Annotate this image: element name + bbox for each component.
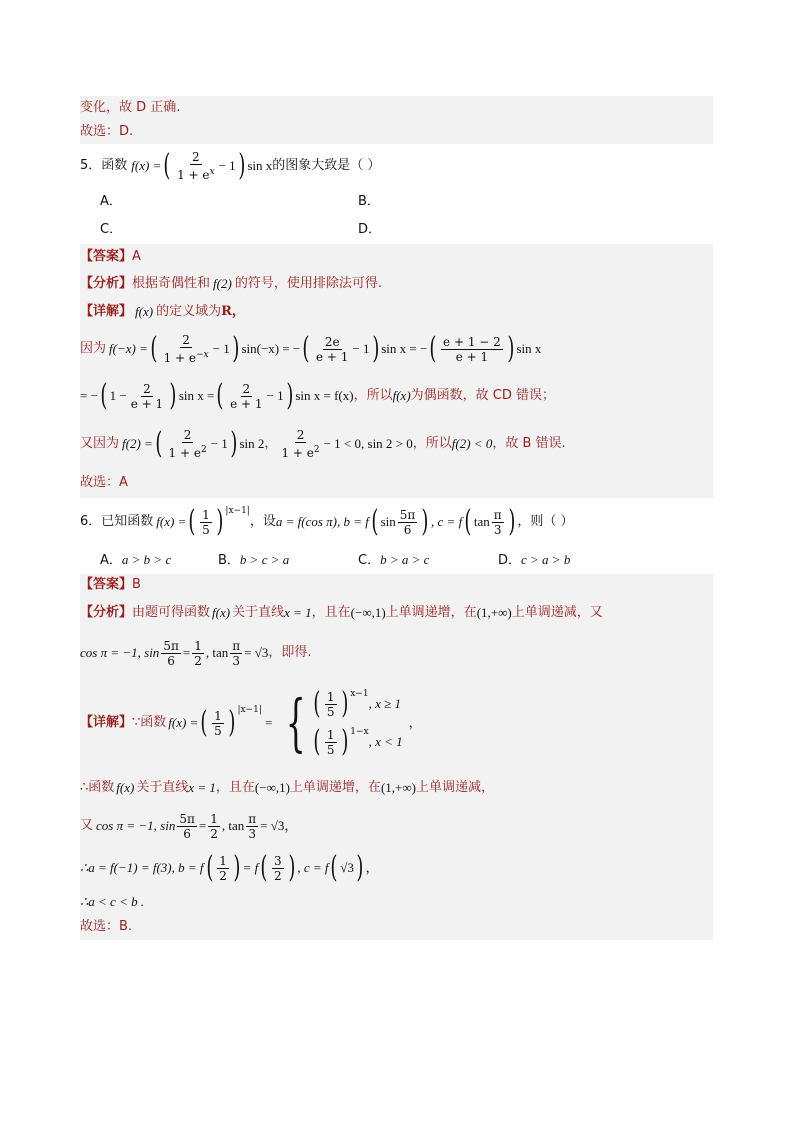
text: 为偶函数，故 CD 错误； [410, 388, 556, 403]
answer-value: B [132, 577, 141, 592]
superscript: 1−x [350, 727, 369, 737]
denominator: 3 [493, 522, 502, 537]
denominator: 5 [202, 522, 210, 537]
text: ，所以 [353, 388, 393, 403]
text: R， [221, 304, 245, 319]
numerator: 2 [143, 381, 151, 396]
math: ， [365, 860, 379, 875]
detail-line [80, 298, 713, 326]
math: f(−x) = [109, 341, 148, 356]
math: 1 − [109, 388, 127, 403]
math: (1,+∞) [476, 605, 512, 620]
options-row [80, 216, 713, 244]
math: = √3 [260, 818, 285, 833]
math: sin [380, 514, 396, 529]
answer-line [80, 244, 713, 270]
math: x = 1 [188, 780, 216, 795]
text: 又因为 [80, 436, 120, 451]
detail-tag: 【详解】 [80, 715, 133, 730]
text: ，且在 [215, 780, 255, 795]
text: 故选：D. [80, 124, 134, 139]
numerator: 2 [191, 150, 200, 164]
denominator: e + 1 [315, 349, 349, 364]
denominator: 2 [210, 826, 218, 841]
options-row [80, 188, 713, 216]
math: sin x = f(x) [295, 388, 354, 403]
math: f(x) [212, 605, 231, 620]
text: ，且在 [311, 605, 351, 620]
text: 根据奇偶性和 [132, 276, 211, 291]
denominator: 3 [248, 826, 256, 841]
math: cos π = −1, sin [96, 818, 176, 833]
numerator: 2 [183, 428, 192, 442]
analysis-tag: 【分析】 [80, 605, 133, 620]
denominator: 5 [214, 723, 222, 738]
math: , c = f [431, 514, 463, 529]
math: ， [408, 715, 422, 730]
denominator: 1 + e [281, 446, 314, 460]
derivation-line: 又因为 f(2) = ( $\frac{2}{1 + e^2}$ − 1 ) sin 2 ， $\frac{2}{1 + e^2}$ − 1 < 0, sin 2 > 0 ，所以 f(2) < 0 ，故 B 错误. [80, 420, 713, 468]
denominator: 3 [232, 653, 240, 668]
option-text: c > a > b [521, 552, 571, 567]
math: ， [284, 818, 298, 833]
text: 故选：B. [80, 919, 133, 934]
text: ∴函数 [80, 780, 115, 795]
denominator: e + 1 [230, 396, 263, 411]
math: , c = f [297, 860, 329, 875]
text: 因为 [80, 341, 107, 356]
denominator: 1 + e [163, 351, 196, 365]
detail-line-4: ∴a = f(−1) = f(3), b = f ( $\frac{1}{2}$ ) = f ( $\frac{3}{2}$ ) , c = f ( √3 ) ， [80, 846, 713, 890]
math: sin x = [178, 388, 215, 403]
superscript: 2 [313, 445, 320, 455]
question-6-stem: 6．已知函数 f(x) = ( $\frac{1}{5}$ ) |x−1| ，设 a = f(cos π), b = f ( sin $\frac{5\pi}{6}$ ) , c = f ( tan $\frac{\pi}{3}$ ) ，则（ ） [80, 504, 574, 539]
math: , x ≥ 1 [368, 696, 401, 711]
option-b[interactable] [218, 546, 289, 575]
text: 由题可得函数 [132, 605, 211, 620]
numerator: π [493, 507, 502, 522]
numerator: 1 [202, 507, 210, 522]
detail-line: 【详解】 ∵函数 f(x) = ( $\frac{1}{5}$ ) |x−1| = { ( $\frac{1}{5}$ ) x−1 , x ≥ 1 ( $\frac{1}{5}$ ) 1−x , x < 1 ， [80, 676, 713, 770]
text: 上单调递减， [415, 780, 494, 795]
math: f(x) [392, 388, 411, 403]
text: 关于直线 [232, 605, 285, 620]
denominator: 5 [326, 742, 335, 757]
math: tan [473, 514, 490, 529]
denominator: 5 [326, 704, 335, 719]
numerator: 5π [399, 507, 416, 522]
option-d[interactable]: D． [358, 222, 382, 237]
option-label: D． [498, 553, 522, 568]
numerator: 1 [326, 727, 335, 742]
denominator: e + 1 [130, 396, 164, 411]
math: ∴a = f(−1) = f(3), b = f [80, 860, 204, 875]
analysis-line [80, 596, 713, 630]
question-number: 6．已知函数 [80, 514, 154, 529]
math: a = f(cos π), b = f [275, 514, 369, 529]
detail-line-2 [80, 770, 713, 806]
detail-line-3: 又 cos π = −1, sin $\frac{5\pi}{6}$ = $\frac{1}{2}$ , tan $\frac{\pi}{3}$ = √3 ， [80, 806, 713, 846]
analysis-tag: 【分析】 [80, 276, 133, 291]
math: − 1 [218, 158, 236, 173]
text: ，故 B 错误. [492, 436, 566, 451]
text: 关于直线 [136, 780, 189, 795]
answer-tag: 【答案】 [80, 577, 133, 592]
denominator: 1 + e [177, 168, 210, 182]
math: sin x [516, 341, 542, 356]
text: 变化，故 D 正确. [80, 100, 181, 115]
denominator: 6 [183, 826, 191, 841]
math: = − [80, 388, 98, 403]
math: f(x) = [156, 514, 187, 529]
math: − 1 [352, 341, 370, 356]
denominator: 6 [167, 653, 175, 668]
math: = √3 [244, 645, 269, 660]
text-line [80, 96, 713, 120]
math: f(x) [135, 304, 154, 319]
text: 的定义域为 [156, 304, 222, 319]
detail-line-5 [80, 890, 713, 914]
numerator: 1 [326, 689, 335, 704]
option-c[interactable]: C． [100, 222, 123, 237]
denominator: 1 + e [168, 446, 201, 460]
option-label: C． [358, 553, 381, 568]
numerator: 5π [179, 811, 195, 826]
option-c[interactable] [358, 546, 429, 575]
option-label: A． [100, 553, 122, 568]
answer-tag: 【答案】 [80, 249, 133, 264]
text: ， [264, 436, 278, 451]
numerator: 2 [242, 381, 251, 396]
math: ∴a < c < b . [80, 894, 145, 909]
option-a[interactable] [100, 546, 171, 575]
numerator: 1 [219, 853, 227, 868]
superscript: x [209, 167, 215, 177]
piecewise-brace: { ( $\frac{1}{5}$ ) x−1 , x ≥ 1 ( $\frac{1}{5}$ ) 1−x , x < 1 [285, 686, 403, 759]
math: f(2) [213, 276, 232, 291]
text: 的符号，使用排除法可得. [234, 276, 382, 291]
denominator: e + 1 [455, 349, 489, 364]
superscript: |x−1| [237, 705, 262, 715]
math: √3 [340, 860, 354, 875]
math: (−∞,1) [254, 780, 290, 795]
analysis-line-2: cos π = −1, sin $\frac{5\pi}{6}$ = $\frac{1}{2}$ , tan $\frac{\pi}{3}$ = √3 ，即得. [80, 630, 713, 676]
analysis-line [80, 270, 713, 298]
superscript: −x [196, 350, 209, 360]
math: , x < 1 [368, 734, 403, 749]
text: 故选：A [80, 475, 128, 490]
numerator: π [232, 638, 241, 653]
options-row [80, 546, 713, 574]
math: cos π = −1, sin [80, 645, 160, 660]
text: 上单调递增，在 [289, 780, 381, 795]
answer-value: A [132, 249, 141, 264]
math: = f [242, 860, 259, 875]
numerator: 2 [182, 333, 190, 347]
question-number: 5．函数 [80, 158, 128, 173]
text: ，则（ ） [517, 514, 574, 529]
text: ，所以 [412, 436, 452, 451]
math: (1,+∞) [380, 780, 416, 795]
denominator: 2 [194, 653, 202, 668]
math: f(x) = [131, 158, 162, 173]
option-text: a > b > c [121, 552, 172, 567]
math: − 1 [266, 388, 284, 403]
math: f(2) = [122, 436, 153, 451]
derivation-line: = − ( 1 − $\frac{2}{e + 1}$ ) sin x = ( $\frac{2}{e + 1}$ − 1 ) sin x = f(x) ，所以 f(x) 为偶函数，故 CD 错误； [80, 372, 713, 420]
numerator: 5π [163, 638, 179, 653]
math-group: ( $\frac{2}{1 + e^x}$ − 1 ) [163, 148, 246, 183]
math: sin 2 [239, 436, 265, 451]
numerator: 1 [214, 708, 222, 723]
text: ∵函数 [132, 715, 167, 730]
math: − 1 < 0, sin 2 > 0 [323, 436, 413, 451]
math: sin x [247, 158, 273, 173]
detail-tag: 【详解】 [80, 304, 133, 319]
math: − 1 [210, 436, 228, 451]
numerator: 2 [296, 428, 305, 442]
math: , tan [221, 818, 245, 833]
denominator: 6 [403, 522, 412, 537]
answer-line [80, 574, 713, 596]
math: (−∞,1) [350, 605, 386, 620]
document-page [80, 96, 713, 940]
math: , tan [205, 645, 229, 660]
numerator: 1 [194, 638, 202, 653]
math: sin x = − [381, 341, 428, 356]
math: f(2) < 0 [451, 436, 493, 451]
question-5-stem [80, 144, 713, 188]
math: f(x) [116, 780, 135, 795]
text: ，设 [249, 514, 276, 529]
option-a[interactable]: A． [100, 194, 122, 209]
text: 上单调递增，在 [385, 605, 477, 620]
superscript: 2 [200, 445, 207, 455]
option-label: B． [218, 553, 240, 568]
choose-line [80, 468, 713, 498]
option-text: b > a > c [380, 552, 430, 567]
text-line [80, 120, 713, 144]
math: f(x) = [168, 715, 199, 730]
superscript: x−1 [350, 689, 369, 699]
math: sin(−x) = − [241, 341, 301, 356]
math: − 1 [212, 341, 230, 356]
numerator: 1 [210, 811, 218, 826]
option-d[interactable] [498, 546, 570, 575]
numerator: π [248, 811, 257, 826]
derivation-line: 因为 f(−x) = ( $\frac{2}{1 + e^{-x}}$ − 1 ) sin(−x) = − ( $\frac{2e}{e + 1}$ − 1 ) sin x = − ( $\frac{e + 1 - 2}{e + 1}$ ) sin x [80, 326, 713, 372]
numerator: 3 [273, 853, 282, 868]
text: 的图象大致是（ ） [272, 158, 381, 173]
superscript: |x−1| [225, 506, 250, 516]
option-text: b > c > a [239, 552, 290, 567]
option-b[interactable]: B． [358, 194, 380, 209]
numerator: e + 1 − 2 [443, 334, 501, 349]
math: x = 1 [284, 605, 312, 620]
text: ，即得. [268, 645, 312, 660]
text: 又 [80, 818, 94, 833]
choose-line [80, 914, 713, 940]
text: 上单调递减，又 [511, 605, 603, 620]
denominator: 2 [273, 868, 282, 883]
numerator: 2e [324, 334, 340, 349]
denominator: 2 [219, 868, 227, 883]
